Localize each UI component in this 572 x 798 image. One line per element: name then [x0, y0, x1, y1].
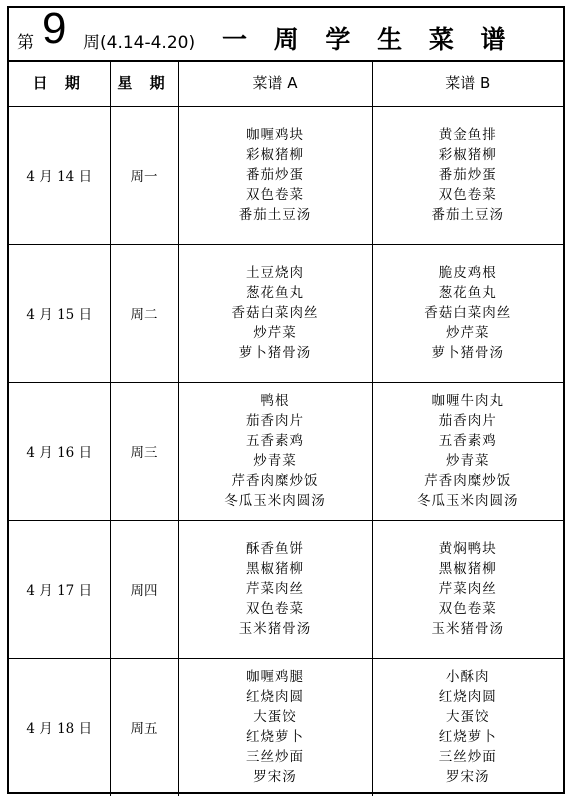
dish-item: 萝卜猪骨汤 — [238, 345, 312, 361]
dish-item: 番茄炒蛋 — [438, 167, 497, 183]
dish-item: 红烧萝卜 — [438, 729, 497, 746]
title-row — [9, 4, 563, 62]
date-cell: 4 月 15 日 — [9, 244, 110, 382]
dish-item: 玉米猪骨汤 — [431, 621, 504, 637]
dish-item: 番茄炒蛋 — [246, 167, 304, 183]
weekday-cell: 周二 — [110, 244, 178, 382]
dish-item: 三丝炒面 — [438, 749, 497, 766]
dish-item: 罗宋汤 — [446, 769, 490, 786]
dish-item: 鸭根 — [260, 393, 290, 409]
col-header-menu-b: 菜谱 B — [372, 60, 563, 106]
dish-item: 红烧肉圆 — [246, 689, 304, 706]
dish-item: 罗宋汤 — [253, 769, 297, 786]
dish-item: 彩椒猪柳 — [438, 147, 497, 163]
dish-item: 炒青菜 — [446, 453, 490, 469]
menu-a-cell — [178, 106, 372, 244]
dish-item: 土豆烧肉 — [246, 265, 304, 281]
dish-item: 芹香肉糜炒饭 — [231, 473, 319, 489]
header-row — [9, 60, 563, 106]
dish-item: 茄香肉片 — [438, 413, 497, 429]
dish-item: 芹香肉糜炒饭 — [424, 473, 512, 489]
dish-item: 红烧肉圆 — [438, 689, 497, 706]
weekday-cell: 周五 — [110, 658, 178, 796]
dish-item: 大蛋饺 — [253, 709, 297, 726]
dish-item: 芹菜肉丝 — [246, 581, 304, 597]
table-row — [9, 520, 563, 658]
dish-item: 大蛋饺 — [446, 709, 490, 726]
dish-item: 咖喱鸡块 — [246, 127, 304, 143]
dish-item: 香菇白菜肉丝 — [231, 305, 319, 321]
dish-item: 咖喱牛肉丸 — [431, 393, 504, 409]
dish-item: 黑椒猪柳 — [438, 561, 497, 577]
dish-item: 炒芹菜 — [446, 325, 490, 341]
dish-item: 黄金鱼排 — [438, 127, 497, 143]
dish-item: 酥香鱼饼 — [246, 541, 304, 557]
menu-a-cell — [178, 382, 372, 520]
dish-item: 黄焖鸭块 — [438, 541, 497, 557]
col-header-date: 日 期 — [9, 60, 110, 106]
dish-item: 芹菜肉丝 — [438, 581, 497, 597]
col-header-menu-a: 菜谱 A — [178, 60, 372, 106]
menu-body — [9, 106, 563, 796]
dish-item: 冬瓜玉米肉圆汤 — [417, 493, 519, 509]
table-row — [9, 106, 563, 244]
dish-item: 咖喱鸡腿 — [246, 669, 304, 686]
menu-a-cell — [178, 244, 372, 382]
menu-sheet — [7, 6, 565, 794]
dish-item: 茄香肉片 — [246, 413, 304, 429]
dish-item: 红烧萝卜 — [246, 729, 304, 746]
dish-item: 冬瓜玉米肉圆汤 — [224, 493, 326, 509]
menu-a-cell — [178, 658, 372, 796]
dish-item: 彩椒猪柳 — [246, 147, 304, 163]
menu-b-cell — [372, 106, 563, 244]
menu-b-cell — [372, 658, 563, 796]
menu-a-cell — [178, 520, 372, 658]
dish-item: 炒芹菜 — [253, 325, 297, 341]
dish-item: 葱花鱼丸 — [246, 285, 304, 301]
page-title: 一 周 学 生 菜 谱 — [222, 25, 515, 54]
dish-item: 双色卷菜 — [246, 601, 304, 617]
table-row — [9, 244, 563, 382]
weekday-cell: 周三 — [110, 382, 178, 520]
weekly-menu-table — [9, 60, 563, 796]
dish-item: 三丝炒面 — [246, 749, 304, 766]
dish-item: 脆皮鸡根 — [438, 265, 497, 281]
dish-item: 香菇白菜肉丝 — [424, 305, 512, 321]
dish-item: 双色卷菜 — [438, 187, 497, 203]
col-header-weekday: 星 期 — [110, 60, 178, 106]
date-cell: 4 月 17 日 — [9, 520, 110, 658]
dish-item: 番茄土豆汤 — [431, 207, 504, 223]
dish-item: 炒青菜 — [253, 453, 297, 469]
dish-item: 萝卜猪骨汤 — [431, 345, 504, 361]
dish-item: 五香素鸡 — [246, 433, 304, 449]
date-cell: 4 月 16 日 — [9, 382, 110, 520]
weekday-cell: 周四 — [110, 520, 178, 658]
dish-item: 玉米猪骨汤 — [238, 621, 312, 637]
dish-item: 双色卷菜 — [438, 601, 497, 617]
date-cell: 4 月 18 日 — [9, 658, 110, 796]
dish-item: 葱花鱼丸 — [438, 285, 497, 301]
week-number: 9 — [42, 4, 67, 53]
dish-item: 小酥肉 — [446, 669, 490, 686]
week-prefix: 第 — [17, 33, 34, 53]
dish-item: 番茄土豆汤 — [238, 207, 312, 223]
dish-item: 黑椒猪柳 — [246, 561, 304, 577]
menu-b-cell — [372, 520, 563, 658]
table-row — [9, 382, 563, 520]
week-range: 周(4.14-4.20) — [83, 33, 196, 53]
menu-b-cell — [372, 382, 563, 520]
weekday-cell: 周一 — [110, 106, 178, 244]
date-cell: 4 月 14 日 — [9, 106, 110, 244]
dish-item: 五香素鸡 — [438, 433, 497, 449]
table-row — [9, 658, 563, 796]
dish-item: 双色卷菜 — [246, 187, 304, 203]
menu-b-cell — [372, 244, 563, 382]
